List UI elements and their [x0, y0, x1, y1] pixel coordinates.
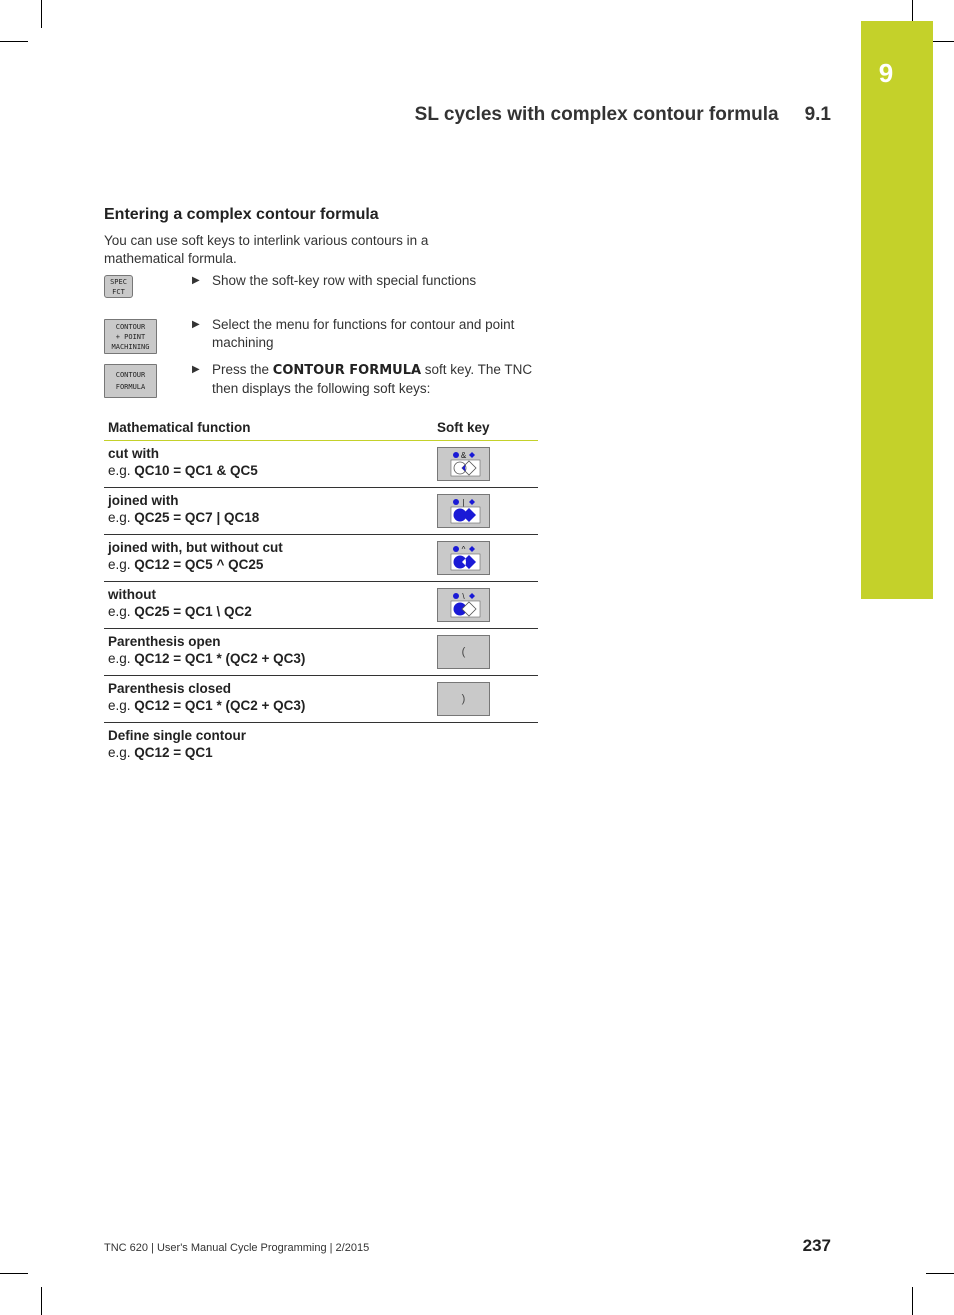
- running-header: [300, 104, 831, 126]
- example-code: QC12 = QC1 * (QC2 + QC3): [134, 651, 306, 666]
- example-code: QC25 = QC7 | QC18: [134, 510, 260, 525]
- intro-text: You can use soft keys to interlink various contours in a mathematical formula.: [104, 233, 429, 266]
- function-name: Define single contour: [108, 728, 247, 743]
- step-3: ▶ Press the CONTOUR FORMULA soft key. The TNC then displays the following soft keys:: [192, 362, 533, 396]
- spec-fct-key-icon: SPEC FCT: [104, 275, 133, 298]
- function-name: joined with, but without cut: [108, 540, 283, 555]
- paren-close-icon: ): [461, 693, 466, 705]
- function-example: e.g. QC12 = QC1 * (QC2 + QC3): [108, 698, 306, 713]
- example-code: QC10 = QC1 & QC5: [134, 463, 258, 478]
- step-1: ▶ Show the soft-key row with special functions: [192, 273, 477, 288]
- function-example: e.g. QC10 = QC1 & QC5: [108, 463, 258, 478]
- softkey-paren-open-icon: [437, 635, 490, 669]
- chapter-number: 9: [878, 58, 894, 88]
- function-name: without: [108, 587, 156, 602]
- example-code: QC12 = QC1: [134, 745, 213, 760]
- col-header-softkey: Soft key: [433, 414, 538, 441]
- crop-mark: [0, 41, 28, 42]
- crop-mark: [41, 0, 42, 28]
- softkey-or-icon: [437, 494, 490, 528]
- function-example: e.g. QC25 = QC1 \ QC2: [108, 604, 252, 619]
- contour-formula-softkey-icon: CONTOUR FORMULA: [104, 364, 157, 398]
- softkey-without-icon: [437, 588, 490, 622]
- table-row: [104, 441, 538, 488]
- table-row: [104, 676, 538, 723]
- table-row: [104, 488, 538, 535]
- table-row: [104, 723, 538, 770]
- function-name: joined with: [108, 493, 179, 508]
- operator-label: \: [462, 591, 465, 601]
- operator-label: ^: [461, 544, 466, 554]
- function-example: e.g. QC12 = QC1: [108, 745, 213, 760]
- contour-point-machining-softkey-icon: CONTOUR + POINT MACHINING: [104, 319, 157, 354]
- chapter-tab: [861, 21, 933, 599]
- crop-mark: [912, 1287, 913, 1315]
- crop-mark: [41, 1287, 42, 1315]
- table-row: [104, 535, 538, 582]
- operator-label: |: [462, 497, 465, 507]
- function-name: cut with: [108, 446, 159, 461]
- function-example: e.g. QC12 = QC5 ^ QC25: [108, 557, 264, 572]
- arrow-icon: ▶: [192, 275, 200, 286]
- function-example: e.g. QC12 = QC1 * (QC2 + QC3): [108, 651, 306, 666]
- softkey-xor-icon: [437, 541, 490, 575]
- col-header-function: Mathematical function: [104, 414, 433, 441]
- table-row: [104, 629, 538, 676]
- function-table: [104, 414, 538, 769]
- page-number: 237: [802, 1236, 831, 1255]
- function-name: Parenthesis closed: [108, 681, 232, 696]
- operator-label: &: [460, 450, 467, 460]
- arrow-icon: ▶: [192, 319, 200, 330]
- example-code: QC25 = QC1 \ QC2: [134, 604, 252, 619]
- header-section: 9.1: [804, 104, 831, 125]
- paren-open-icon: (: [461, 646, 466, 658]
- header-title: SL cycles with complex contour formula: [414, 104, 779, 125]
- example-code: QC12 = QC5 ^ QC25: [134, 557, 264, 572]
- arrow-icon: ▶: [192, 364, 200, 375]
- function-name: Parenthesis open: [108, 634, 221, 649]
- crop-mark: [926, 1273, 954, 1274]
- section-title: Entering a complex contour formula: [104, 206, 379, 223]
- footer-text: TNC 620 | User's Manual Cycle Programming | 2/2015: [104, 1242, 370, 1254]
- function-example: e.g. QC25 = QC7 | QC18: [108, 510, 260, 525]
- softkey-and-icon: [437, 447, 490, 481]
- step-2: ▶ Select the menu for functions for contour and point machining: [192, 317, 515, 350]
- softkey-paren-close-icon: [437, 682, 490, 716]
- table-row: [104, 582, 538, 629]
- example-code: QC12 = QC1 * (QC2 + QC3): [134, 698, 306, 713]
- crop-mark: [0, 1273, 28, 1274]
